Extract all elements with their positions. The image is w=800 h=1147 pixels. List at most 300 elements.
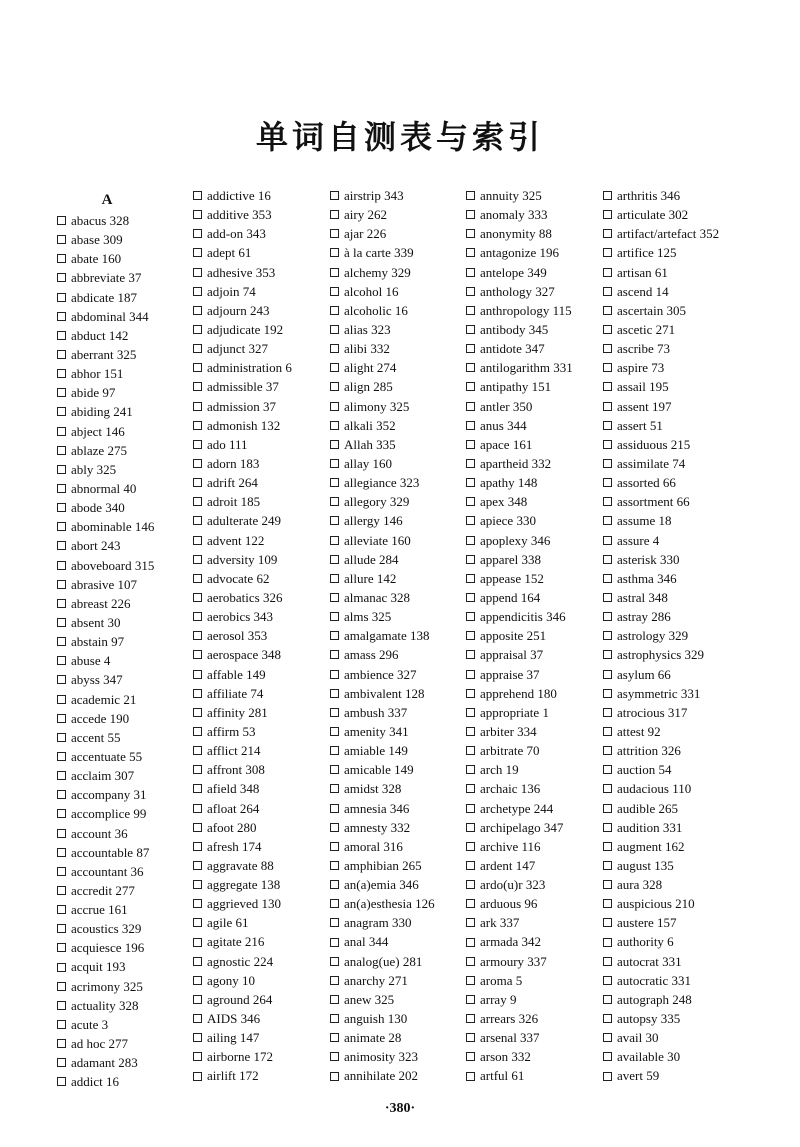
index-entry[interactable] bbox=[603, 856, 743, 875]
index-entry[interactable] bbox=[57, 1034, 197, 1053]
checkbox[interactable] bbox=[603, 1072, 612, 1081]
checkbox[interactable] bbox=[330, 536, 339, 545]
checkbox[interactable] bbox=[330, 1052, 339, 1061]
checkbox[interactable] bbox=[603, 1033, 612, 1042]
checkbox[interactable] bbox=[330, 248, 339, 257]
index-entry[interactable] bbox=[330, 971, 470, 990]
index-entry[interactable] bbox=[57, 881, 197, 900]
checkbox[interactable] bbox=[466, 421, 475, 430]
checkbox[interactable] bbox=[603, 746, 612, 755]
checkbox[interactable] bbox=[57, 1058, 66, 1067]
index-entry[interactable] bbox=[466, 531, 606, 550]
checkbox[interactable] bbox=[193, 268, 202, 277]
checkbox[interactable] bbox=[193, 440, 202, 449]
index-entry[interactable] bbox=[193, 913, 333, 932]
index-entry[interactable] bbox=[603, 435, 743, 454]
checkbox[interactable] bbox=[603, 382, 612, 391]
index-entry[interactable] bbox=[330, 243, 470, 262]
checkbox[interactable] bbox=[193, 1033, 202, 1042]
index-entry[interactable] bbox=[466, 435, 606, 454]
checkbox[interactable] bbox=[603, 440, 612, 449]
checkbox[interactable] bbox=[330, 918, 339, 927]
checkbox[interactable] bbox=[193, 708, 202, 717]
checkbox[interactable] bbox=[193, 861, 202, 870]
index-entry[interactable] bbox=[193, 243, 333, 262]
index-entry[interactable] bbox=[330, 665, 470, 684]
checkbox[interactable] bbox=[57, 254, 66, 263]
index-entry[interactable] bbox=[193, 952, 333, 971]
index-entry[interactable] bbox=[193, 186, 333, 205]
checkbox[interactable] bbox=[193, 1014, 202, 1023]
index-entry[interactable] bbox=[57, 422, 197, 441]
checkbox[interactable] bbox=[330, 938, 339, 947]
index-entry[interactable] bbox=[193, 1066, 333, 1085]
index-entry[interactable] bbox=[193, 282, 333, 301]
index-entry[interactable] bbox=[57, 957, 197, 976]
checkbox[interactable] bbox=[330, 823, 339, 832]
checkbox[interactable] bbox=[57, 905, 66, 914]
index-entry[interactable] bbox=[57, 766, 197, 785]
checkbox[interactable] bbox=[466, 191, 475, 200]
index-entry[interactable] bbox=[603, 837, 743, 856]
checkbox[interactable] bbox=[466, 708, 475, 717]
index-entry[interactable] bbox=[603, 358, 743, 377]
checkbox[interactable] bbox=[57, 465, 66, 474]
checkbox[interactable] bbox=[193, 765, 202, 774]
index-entry[interactable] bbox=[193, 703, 333, 722]
checkbox[interactable] bbox=[57, 312, 66, 321]
checkbox[interactable] bbox=[193, 287, 202, 296]
checkbox[interactable] bbox=[57, 1077, 66, 1086]
checkbox[interactable] bbox=[193, 191, 202, 200]
index-entry[interactable] bbox=[193, 263, 333, 282]
checkbox[interactable] bbox=[193, 631, 202, 640]
index-entry[interactable] bbox=[193, 626, 333, 645]
index-entry[interactable] bbox=[193, 416, 333, 435]
index-entry[interactable] bbox=[330, 339, 470, 358]
checkbox[interactable] bbox=[57, 350, 66, 359]
checkbox[interactable] bbox=[57, 867, 66, 876]
checkbox[interactable] bbox=[57, 771, 66, 780]
index-entry[interactable] bbox=[330, 722, 470, 741]
index-entry[interactable] bbox=[466, 186, 606, 205]
index-entry[interactable] bbox=[57, 211, 197, 230]
index-entry[interactable] bbox=[466, 684, 606, 703]
index-entry[interactable] bbox=[466, 473, 606, 492]
checkbox[interactable] bbox=[57, 561, 66, 570]
checkbox[interactable] bbox=[193, 497, 202, 506]
index-entry[interactable] bbox=[330, 397, 470, 416]
checkbox[interactable] bbox=[330, 689, 339, 698]
checkbox[interactable] bbox=[330, 765, 339, 774]
index-entry[interactable] bbox=[57, 575, 197, 594]
index-entry[interactable] bbox=[193, 741, 333, 760]
index-entry[interactable] bbox=[193, 990, 333, 1009]
index-entry[interactable] bbox=[466, 837, 606, 856]
index-entry[interactable] bbox=[603, 703, 743, 722]
index-entry[interactable] bbox=[57, 1072, 197, 1091]
checkbox[interactable] bbox=[193, 899, 202, 908]
checkbox[interactable] bbox=[466, 555, 475, 564]
checkbox[interactable] bbox=[57, 1001, 66, 1010]
checkbox[interactable] bbox=[466, 938, 475, 947]
checkbox[interactable] bbox=[603, 612, 612, 621]
index-entry[interactable] bbox=[57, 479, 197, 498]
checkbox[interactable] bbox=[603, 210, 612, 219]
index-entry[interactable] bbox=[603, 626, 743, 645]
index-entry[interactable] bbox=[466, 741, 606, 760]
checkbox[interactable] bbox=[603, 765, 612, 774]
index-entry[interactable] bbox=[330, 492, 470, 511]
index-entry[interactable] bbox=[603, 1009, 743, 1028]
index-entry[interactable] bbox=[330, 1066, 470, 1085]
checkbox[interactable] bbox=[466, 842, 475, 851]
index-entry[interactable] bbox=[466, 913, 606, 932]
checkbox[interactable] bbox=[57, 427, 66, 436]
index-entry[interactable] bbox=[193, 454, 333, 473]
index-entry[interactable] bbox=[466, 645, 606, 664]
index-entry[interactable] bbox=[603, 205, 743, 224]
index-entry[interactable] bbox=[603, 971, 743, 990]
checkbox[interactable] bbox=[57, 848, 66, 857]
index-entry[interactable] bbox=[603, 607, 743, 626]
checkbox[interactable] bbox=[603, 784, 612, 793]
checkbox[interactable] bbox=[330, 727, 339, 736]
checkbox[interactable] bbox=[193, 612, 202, 621]
index-entry[interactable] bbox=[603, 550, 743, 569]
checkbox[interactable] bbox=[466, 268, 475, 277]
index-entry[interactable] bbox=[603, 779, 743, 798]
index-entry[interactable] bbox=[466, 1028, 606, 1047]
checkbox[interactable] bbox=[603, 689, 612, 698]
index-entry[interactable] bbox=[330, 894, 470, 913]
index-entry[interactable] bbox=[57, 670, 197, 689]
checkbox[interactable] bbox=[466, 363, 475, 372]
index-entry[interactable] bbox=[330, 932, 470, 951]
checkbox[interactable] bbox=[466, 612, 475, 621]
checkbox[interactable] bbox=[603, 574, 612, 583]
checkbox[interactable] bbox=[193, 555, 202, 564]
checkbox[interactable] bbox=[57, 886, 66, 895]
index-entry[interactable] bbox=[330, 588, 470, 607]
checkbox[interactable] bbox=[193, 995, 202, 1004]
checkbox[interactable] bbox=[57, 273, 66, 282]
index-entry[interactable] bbox=[57, 460, 197, 479]
index-entry[interactable] bbox=[57, 651, 197, 670]
index-entry[interactable] bbox=[466, 894, 606, 913]
checkbox[interactable] bbox=[57, 733, 66, 742]
index-entry[interactable] bbox=[57, 938, 197, 957]
checkbox[interactable] bbox=[603, 248, 612, 257]
checkbox[interactable] bbox=[330, 268, 339, 277]
checkbox[interactable] bbox=[57, 503, 66, 512]
index-entry[interactable] bbox=[57, 900, 197, 919]
checkbox[interactable] bbox=[193, 1052, 202, 1061]
checkbox[interactable] bbox=[603, 650, 612, 659]
checkbox[interactable] bbox=[57, 484, 66, 493]
index-entry[interactable] bbox=[330, 875, 470, 894]
index-entry[interactable] bbox=[603, 224, 743, 243]
checkbox[interactable] bbox=[466, 287, 475, 296]
checkbox[interactable] bbox=[603, 325, 612, 334]
index-entry[interactable] bbox=[193, 377, 333, 396]
index-entry[interactable] bbox=[193, 320, 333, 339]
checkbox[interactable] bbox=[466, 229, 475, 238]
checkbox[interactable] bbox=[57, 369, 66, 378]
checkbox[interactable] bbox=[603, 861, 612, 870]
index-entry[interactable] bbox=[57, 977, 197, 996]
checkbox[interactable] bbox=[603, 229, 612, 238]
checkbox[interactable] bbox=[193, 574, 202, 583]
checkbox[interactable] bbox=[466, 459, 475, 468]
index-entry[interactable] bbox=[466, 760, 606, 779]
index-entry[interactable] bbox=[466, 1047, 606, 1066]
index-entry[interactable] bbox=[193, 607, 333, 626]
checkbox[interactable] bbox=[330, 784, 339, 793]
index-entry[interactable] bbox=[57, 383, 197, 402]
index-entry[interactable] bbox=[193, 397, 333, 416]
index-entry[interactable] bbox=[330, 779, 470, 798]
checkbox[interactable] bbox=[193, 957, 202, 966]
index-entry[interactable] bbox=[57, 862, 197, 881]
checkbox[interactable] bbox=[193, 516, 202, 525]
index-entry[interactable] bbox=[193, 1047, 333, 1066]
checkbox[interactable] bbox=[57, 924, 66, 933]
index-entry[interactable] bbox=[466, 799, 606, 818]
checkbox[interactable] bbox=[193, 210, 202, 219]
checkbox[interactable] bbox=[193, 325, 202, 334]
index-entry[interactable] bbox=[193, 205, 333, 224]
index-entry[interactable] bbox=[330, 703, 470, 722]
index-entry[interactable] bbox=[330, 205, 470, 224]
checkbox[interactable] bbox=[466, 536, 475, 545]
checkbox[interactable] bbox=[57, 407, 66, 416]
index-entry[interactable] bbox=[193, 971, 333, 990]
index-entry[interactable] bbox=[330, 511, 470, 530]
index-entry[interactable] bbox=[466, 703, 606, 722]
checkbox[interactable] bbox=[193, 306, 202, 315]
checkbox[interactable] bbox=[603, 402, 612, 411]
checkbox[interactable] bbox=[466, 689, 475, 698]
checkbox[interactable] bbox=[466, 1072, 475, 1081]
index-entry[interactable] bbox=[603, 1047, 743, 1066]
index-entry[interactable] bbox=[603, 1028, 743, 1047]
checkbox[interactable] bbox=[193, 382, 202, 391]
checkbox[interactable] bbox=[57, 809, 66, 818]
checkbox[interactable] bbox=[330, 363, 339, 372]
checkbox[interactable] bbox=[330, 861, 339, 870]
index-entry[interactable] bbox=[603, 531, 743, 550]
index-entry[interactable] bbox=[330, 856, 470, 875]
index-entry[interactable] bbox=[466, 971, 606, 990]
index-entry[interactable] bbox=[603, 818, 743, 837]
index-entry[interactable] bbox=[330, 263, 470, 282]
index-entry[interactable] bbox=[603, 320, 743, 339]
checkbox[interactable] bbox=[603, 842, 612, 851]
checkbox[interactable] bbox=[193, 421, 202, 430]
checkbox[interactable] bbox=[603, 306, 612, 315]
checkbox[interactable] bbox=[330, 191, 339, 200]
index-entry[interactable] bbox=[466, 779, 606, 798]
index-entry[interactable] bbox=[603, 741, 743, 760]
index-entry[interactable] bbox=[466, 607, 606, 626]
checkbox[interactable] bbox=[57, 216, 66, 225]
checkbox[interactable] bbox=[330, 612, 339, 621]
checkbox[interactable] bbox=[330, 746, 339, 755]
index-entry[interactable] bbox=[466, 263, 606, 282]
checkbox[interactable] bbox=[466, 516, 475, 525]
index-entry[interactable] bbox=[330, 224, 470, 243]
checkbox[interactable] bbox=[193, 784, 202, 793]
checkbox[interactable] bbox=[603, 459, 612, 468]
checkbox[interactable] bbox=[330, 555, 339, 564]
checkbox[interactable] bbox=[193, 650, 202, 659]
index-entry[interactable] bbox=[466, 358, 606, 377]
checkbox[interactable] bbox=[603, 497, 612, 506]
index-entry[interactable] bbox=[330, 645, 470, 664]
index-entry[interactable] bbox=[466, 722, 606, 741]
index-entry[interactable] bbox=[603, 511, 743, 530]
checkbox[interactable] bbox=[330, 325, 339, 334]
index-entry[interactable] bbox=[466, 224, 606, 243]
checkbox[interactable] bbox=[193, 804, 202, 813]
index-entry[interactable] bbox=[57, 919, 197, 938]
index-entry[interactable] bbox=[603, 377, 743, 396]
index-entry[interactable] bbox=[330, 416, 470, 435]
index-entry[interactable] bbox=[57, 613, 197, 632]
index-entry[interactable] bbox=[603, 932, 743, 951]
checkbox[interactable] bbox=[330, 842, 339, 851]
checkbox[interactable] bbox=[603, 804, 612, 813]
checkbox[interactable] bbox=[57, 637, 66, 646]
checkbox[interactable] bbox=[330, 708, 339, 717]
index-entry[interactable] bbox=[330, 1047, 470, 1066]
index-entry[interactable] bbox=[330, 473, 470, 492]
checkbox[interactable] bbox=[193, 670, 202, 679]
index-entry[interactable] bbox=[57, 1015, 197, 1034]
checkbox[interactable] bbox=[466, 727, 475, 736]
index-entry[interactable] bbox=[466, 511, 606, 530]
checkbox[interactable] bbox=[603, 899, 612, 908]
checkbox[interactable] bbox=[330, 306, 339, 315]
checkbox[interactable] bbox=[330, 631, 339, 640]
checkbox[interactable] bbox=[330, 976, 339, 985]
checkbox[interactable] bbox=[466, 976, 475, 985]
index-entry[interactable] bbox=[466, 454, 606, 473]
checkbox[interactable] bbox=[193, 842, 202, 851]
checkbox[interactable] bbox=[466, 248, 475, 257]
checkbox[interactable] bbox=[466, 880, 475, 889]
checkbox[interactable] bbox=[57, 446, 66, 455]
index-entry[interactable] bbox=[193, 722, 333, 741]
checkbox[interactable] bbox=[603, 344, 612, 353]
index-entry[interactable] bbox=[330, 320, 470, 339]
checkbox[interactable] bbox=[603, 421, 612, 430]
index-entry[interactable] bbox=[57, 690, 197, 709]
checkbox[interactable] bbox=[466, 957, 475, 966]
checkbox[interactable] bbox=[466, 1052, 475, 1061]
index-entry[interactable] bbox=[603, 339, 743, 358]
index-entry[interactable] bbox=[57, 268, 197, 287]
index-entry[interactable] bbox=[330, 684, 470, 703]
checkbox[interactable] bbox=[603, 995, 612, 1004]
checkbox[interactable] bbox=[603, 478, 612, 487]
checkbox[interactable] bbox=[193, 938, 202, 947]
index-entry[interactable] bbox=[57, 843, 197, 862]
index-entry[interactable] bbox=[466, 339, 606, 358]
checkbox[interactable] bbox=[330, 574, 339, 583]
index-entry[interactable] bbox=[466, 377, 606, 396]
checkbox[interactable] bbox=[193, 689, 202, 698]
index-entry[interactable] bbox=[330, 186, 470, 205]
index-entry[interactable] bbox=[193, 932, 333, 951]
checkbox[interactable] bbox=[466, 765, 475, 774]
checkbox[interactable] bbox=[603, 880, 612, 889]
checkbox[interactable] bbox=[330, 957, 339, 966]
index-entry[interactable] bbox=[603, 282, 743, 301]
checkbox[interactable] bbox=[330, 593, 339, 602]
index-entry[interactable] bbox=[466, 856, 606, 875]
checkbox[interactable] bbox=[193, 593, 202, 602]
index-entry[interactable] bbox=[603, 397, 743, 416]
index-entry[interactable] bbox=[193, 358, 333, 377]
index-entry[interactable] bbox=[603, 913, 743, 932]
index-entry[interactable] bbox=[57, 594, 197, 613]
index-entry[interactable] bbox=[193, 779, 333, 798]
checkbox[interactable] bbox=[466, 344, 475, 353]
checkbox[interactable] bbox=[193, 402, 202, 411]
index-entry[interactable] bbox=[603, 760, 743, 779]
index-entry[interactable] bbox=[193, 856, 333, 875]
checkbox[interactable] bbox=[57, 235, 66, 244]
index-entry[interactable] bbox=[57, 728, 197, 747]
checkbox[interactable] bbox=[193, 823, 202, 832]
checkbox[interactable] bbox=[603, 670, 612, 679]
index-entry[interactable] bbox=[57, 747, 197, 766]
index-entry[interactable] bbox=[466, 243, 606, 262]
checkbox[interactable] bbox=[193, 344, 202, 353]
checkbox[interactable] bbox=[330, 899, 339, 908]
checkbox[interactable] bbox=[330, 995, 339, 1004]
index-entry[interactable] bbox=[193, 818, 333, 837]
index-entry[interactable] bbox=[193, 665, 333, 684]
checkbox[interactable] bbox=[466, 804, 475, 813]
checkbox[interactable] bbox=[330, 1033, 339, 1042]
index-entry[interactable] bbox=[330, 358, 470, 377]
checkbox[interactable] bbox=[330, 402, 339, 411]
checkbox[interactable] bbox=[57, 714, 66, 723]
checkbox[interactable] bbox=[466, 823, 475, 832]
checkbox[interactable] bbox=[57, 293, 66, 302]
index-entry[interactable] bbox=[57, 709, 197, 728]
checkbox[interactable] bbox=[466, 574, 475, 583]
checkbox[interactable] bbox=[330, 516, 339, 525]
checkbox[interactable] bbox=[330, 804, 339, 813]
index-entry[interactable] bbox=[466, 492, 606, 511]
checkbox[interactable] bbox=[193, 1072, 202, 1081]
checkbox[interactable] bbox=[603, 268, 612, 277]
checkbox[interactable] bbox=[603, 287, 612, 296]
index-entry[interactable] bbox=[466, 588, 606, 607]
checkbox[interactable] bbox=[193, 746, 202, 755]
index-entry[interactable] bbox=[466, 416, 606, 435]
index-entry[interactable] bbox=[193, 301, 333, 320]
checkbox[interactable] bbox=[466, 382, 475, 391]
index-entry[interactable] bbox=[603, 473, 743, 492]
index-entry[interactable] bbox=[466, 550, 606, 569]
index-entry[interactable] bbox=[603, 243, 743, 262]
checkbox[interactable] bbox=[330, 287, 339, 296]
